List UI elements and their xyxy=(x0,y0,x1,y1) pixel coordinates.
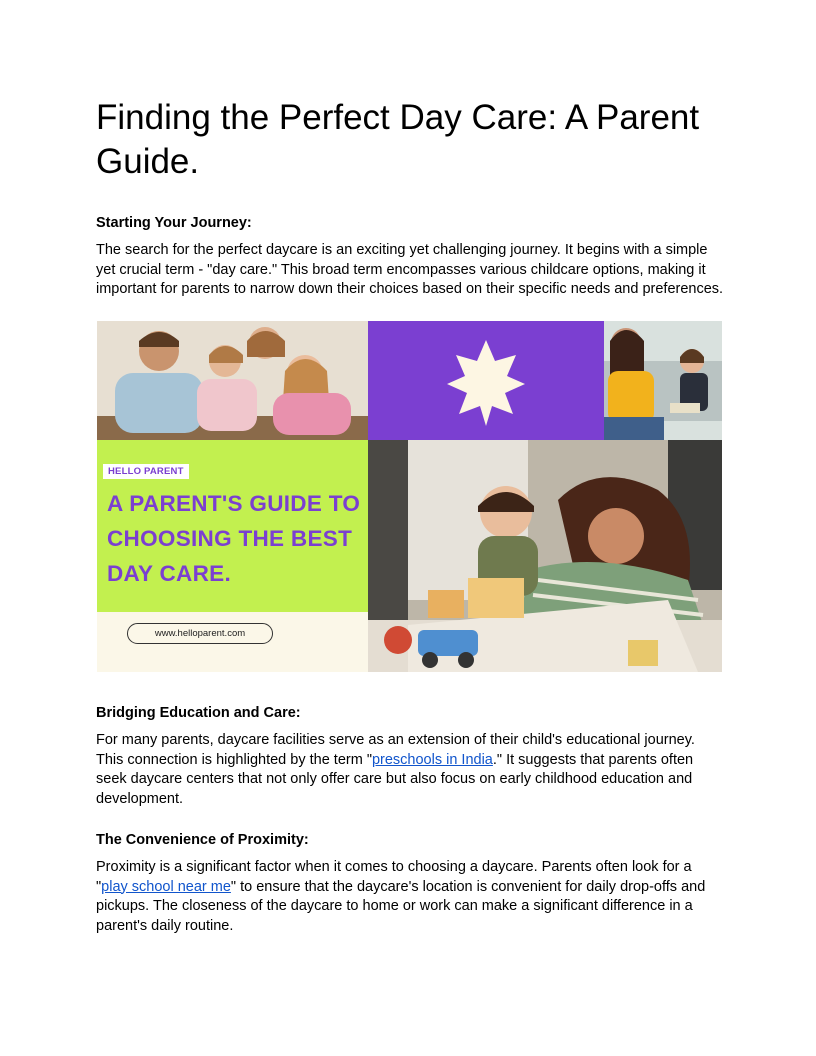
paragraph-text: Proximity is a significant factor when it comes to choosing a daycare. Parents often look for a " xyxy=(96,859,692,895)
mother-baby-playing-photo xyxy=(368,440,722,672)
hello-parent-badge: HELLO PARENT xyxy=(103,464,189,479)
section-paragraph-journey: The search for the perfect daycare is an exciting yet challenging journey. It begins with a simple yet crucial term - "day care." This broad term encompasses various childcare options, making it important for parents to narrow down their choices based on their specific needs and preferences. xyxy=(96,242,724,297)
website-url: www.helloparent.com xyxy=(127,623,273,644)
daycare-banner-image xyxy=(97,321,722,672)
page-title: Finding the Perfect Day Care: A Parent Guide. xyxy=(96,98,700,181)
section-paragraph-proximity xyxy=(96,858,726,936)
preschools-in-india-link[interactable]: preschools in India xyxy=(371,751,493,768)
paragraph-text: ." It suggests that parents often seek daycare centers that not only offer care but also focus on early childhood education and development. xyxy=(96,751,694,807)
section-heading-proximity: The Convenience of Proximity: xyxy=(96,832,309,848)
paragraph-text: " to ensure that the daycare's location is convenient for daily drop-offs and pickups. The closeness of the daycare to home or work can make a significant difference in a parent's daily routine. xyxy=(96,878,706,934)
section-paragraph-education xyxy=(96,731,726,809)
section-heading-journey: Starting Your Journey: xyxy=(96,215,252,231)
star-icon xyxy=(368,321,604,440)
banner-headline: A PARENT'S GUIDE TO CHOOSING THE BEST DAY CARE. xyxy=(107,491,361,586)
url-panel xyxy=(97,612,368,672)
guide-panel xyxy=(97,440,368,612)
purple-panel xyxy=(368,321,604,440)
section-heading-education: Bridging Education and Care: xyxy=(96,705,301,721)
mother-child-reading-photo xyxy=(604,321,722,440)
paragraph-text: For many parents, daycare facilities serve as an extension of their child's educational journey. This connection is highlighted by the term " xyxy=(96,732,695,768)
family-photo xyxy=(97,321,368,440)
play-school-near-me-link[interactable]: play school near me xyxy=(101,878,231,895)
